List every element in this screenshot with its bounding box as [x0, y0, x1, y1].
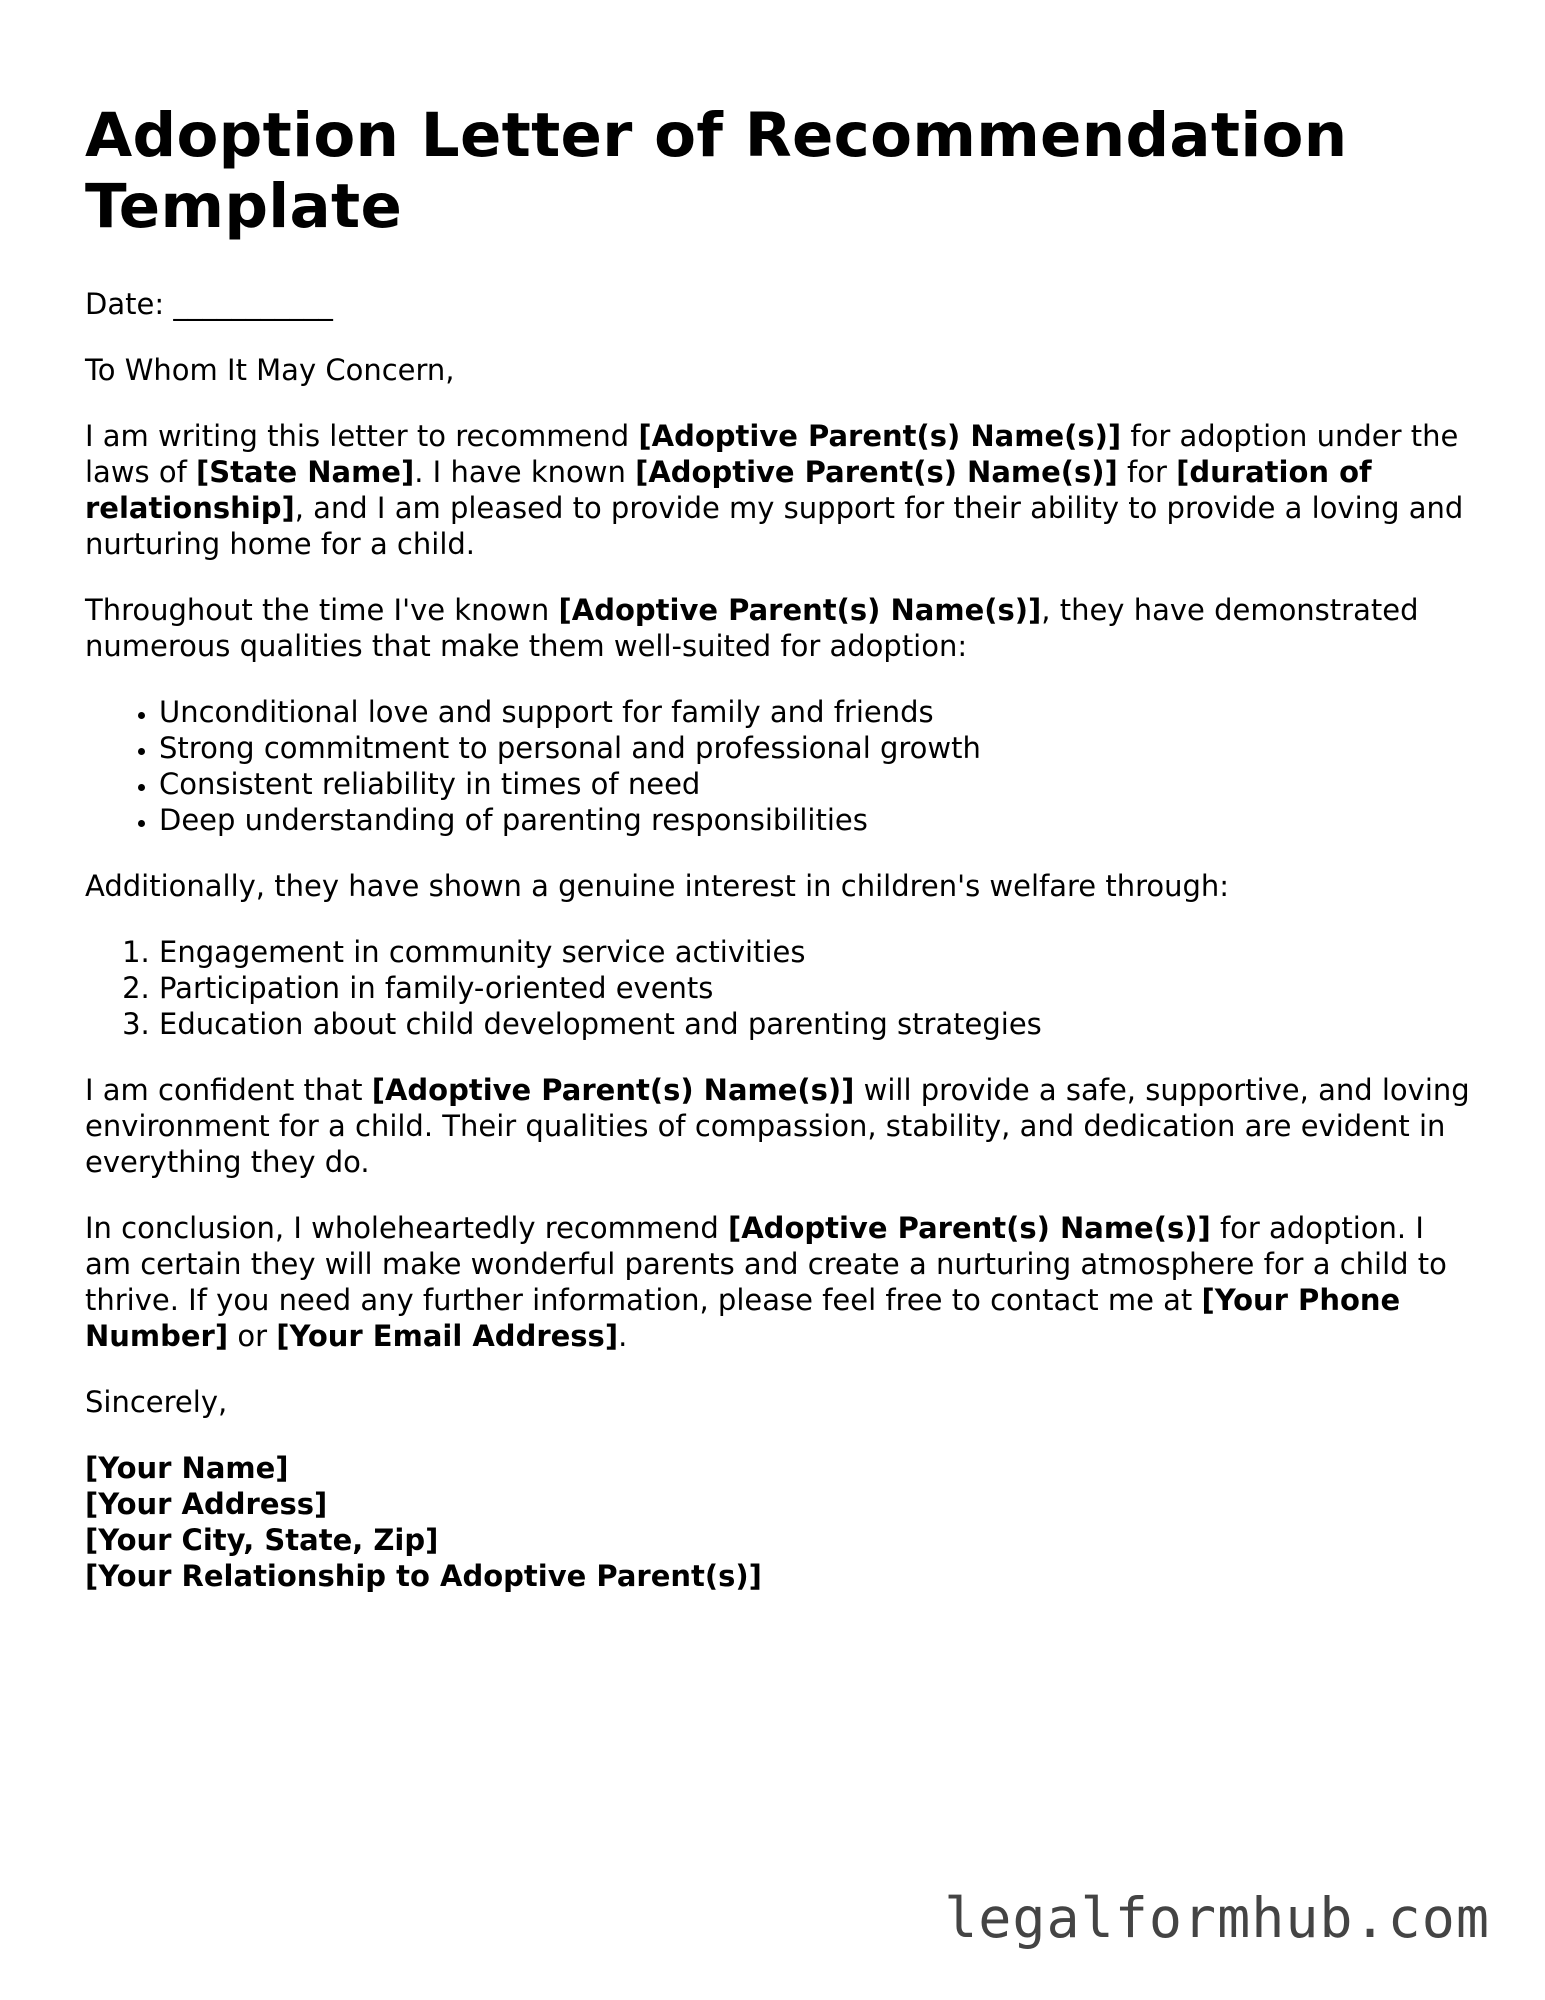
placeholder-state-name: [State Name] — [196, 455, 415, 489]
intro-paragraph — [85, 418, 1475, 562]
signature-relationship: [Your Relationship to Adoptive Parent(s)] — [85, 1559, 762, 1593]
list-item: • Deep understanding of parenting responsibilities — [159, 802, 1475, 838]
date-blank: ___________ — [173, 287, 333, 321]
qualities-list — [85, 694, 1475, 838]
text-segment: for adoption. I am certain they will make wonderful parents and create a nurturing atmosphere for a child to thrive. If you need any further information, please feel free to contact me at — [85, 1211, 1447, 1317]
placeholder-parent-name: [Adoptive Parent(s) Name(s)] — [635, 455, 1118, 489]
list-item: 2. Participation in family-oriented events — [159, 970, 1475, 1006]
signature-city: [Your City, State, Zip] — [85, 1523, 439, 1557]
text-segment: In conclusion, I wholeheartedly recommend — [85, 1211, 728, 1245]
list-item: • Strong commitment to personal and professional growth — [159, 730, 1475, 766]
text-segment: or — [228, 1319, 277, 1353]
placeholder-parent-name: [Adoptive Parent(s) Name(s)] — [727, 1211, 1211, 1245]
closing: Sincerely, — [85, 1385, 228, 1419]
letter-document — [85, 100, 1475, 1594]
placeholder-phone: [Your Phone Number] — [85, 1283, 1401, 1353]
text-segment: for — [1117, 455, 1177, 489]
placeholder-duration: [duration of relationship] — [85, 455, 1372, 525]
list-item: 3. Education about child development and parenting strategies — [159, 1006, 1475, 1042]
text-segment: I am confident that — [85, 1073, 372, 1107]
interests-list — [85, 934, 1475, 1042]
signature-lines — [85, 1450, 1475, 1594]
signature-block — [85, 1450, 1475, 1594]
placeholder-email: [Your Email Address] — [276, 1319, 619, 1353]
date-label: Date: — [85, 287, 165, 321]
text-segment: . — [618, 1319, 628, 1353]
conclusion-paragraph — [85, 1210, 1475, 1354]
salutation: To Whom It May Concern, — [85, 353, 455, 387]
date-line — [85, 286, 1475, 322]
placeholder-parent-name: [Adoptive Parent(s) Name(s)] — [558, 593, 1042, 627]
placeholder-parent-name: [Adoptive Parent(s) Name(s)] — [638, 419, 1122, 453]
text-segment: Throughout the time I've known — [85, 593, 559, 627]
placeholder-parent-name: [Adoptive Parent(s) Name(s)] — [371, 1073, 855, 1107]
text-segment: , they have demonstrated numerous qualities that make them well-suited for adoption: — [85, 593, 1419, 663]
qualities-intro-paragraph — [85, 592, 1475, 664]
confidence-paragraph — [85, 1072, 1475, 1180]
text-segment: . I have known — [414, 455, 636, 489]
signature-address: [Your Address] — [85, 1487, 328, 1521]
signature-name: [Your Name] — [85, 1451, 289, 1485]
list-item: 1. Engagement in community service activities — [159, 934, 1475, 970]
list-item: • Unconditional love and support for family and friends — [159, 694, 1475, 730]
brand-watermark: legalformhub.com — [944, 1886, 1490, 1950]
text-segment: , and I am pleased to provide my support for their ability to provide a loving and nurturing home for a child. — [85, 491, 1464, 561]
page-title: Adoption Letter of Recommendation Template — [85, 100, 1348, 242]
text-segment: for adoption under the laws of — [85, 419, 1459, 489]
interests-intro-paragraph: Additionally, they have shown a genuine interest in children's welfare through: — [85, 869, 1230, 903]
list-item: • Consistent reliability in times of need — [159, 766, 1475, 802]
text-segment: I am writing this letter to recommend — [85, 419, 639, 453]
text-segment: will provide a safe, supportive, and loving environment for a child. Their qualities of compassion, stability, and dedication are evident in everything they do. — [85, 1073, 1470, 1179]
